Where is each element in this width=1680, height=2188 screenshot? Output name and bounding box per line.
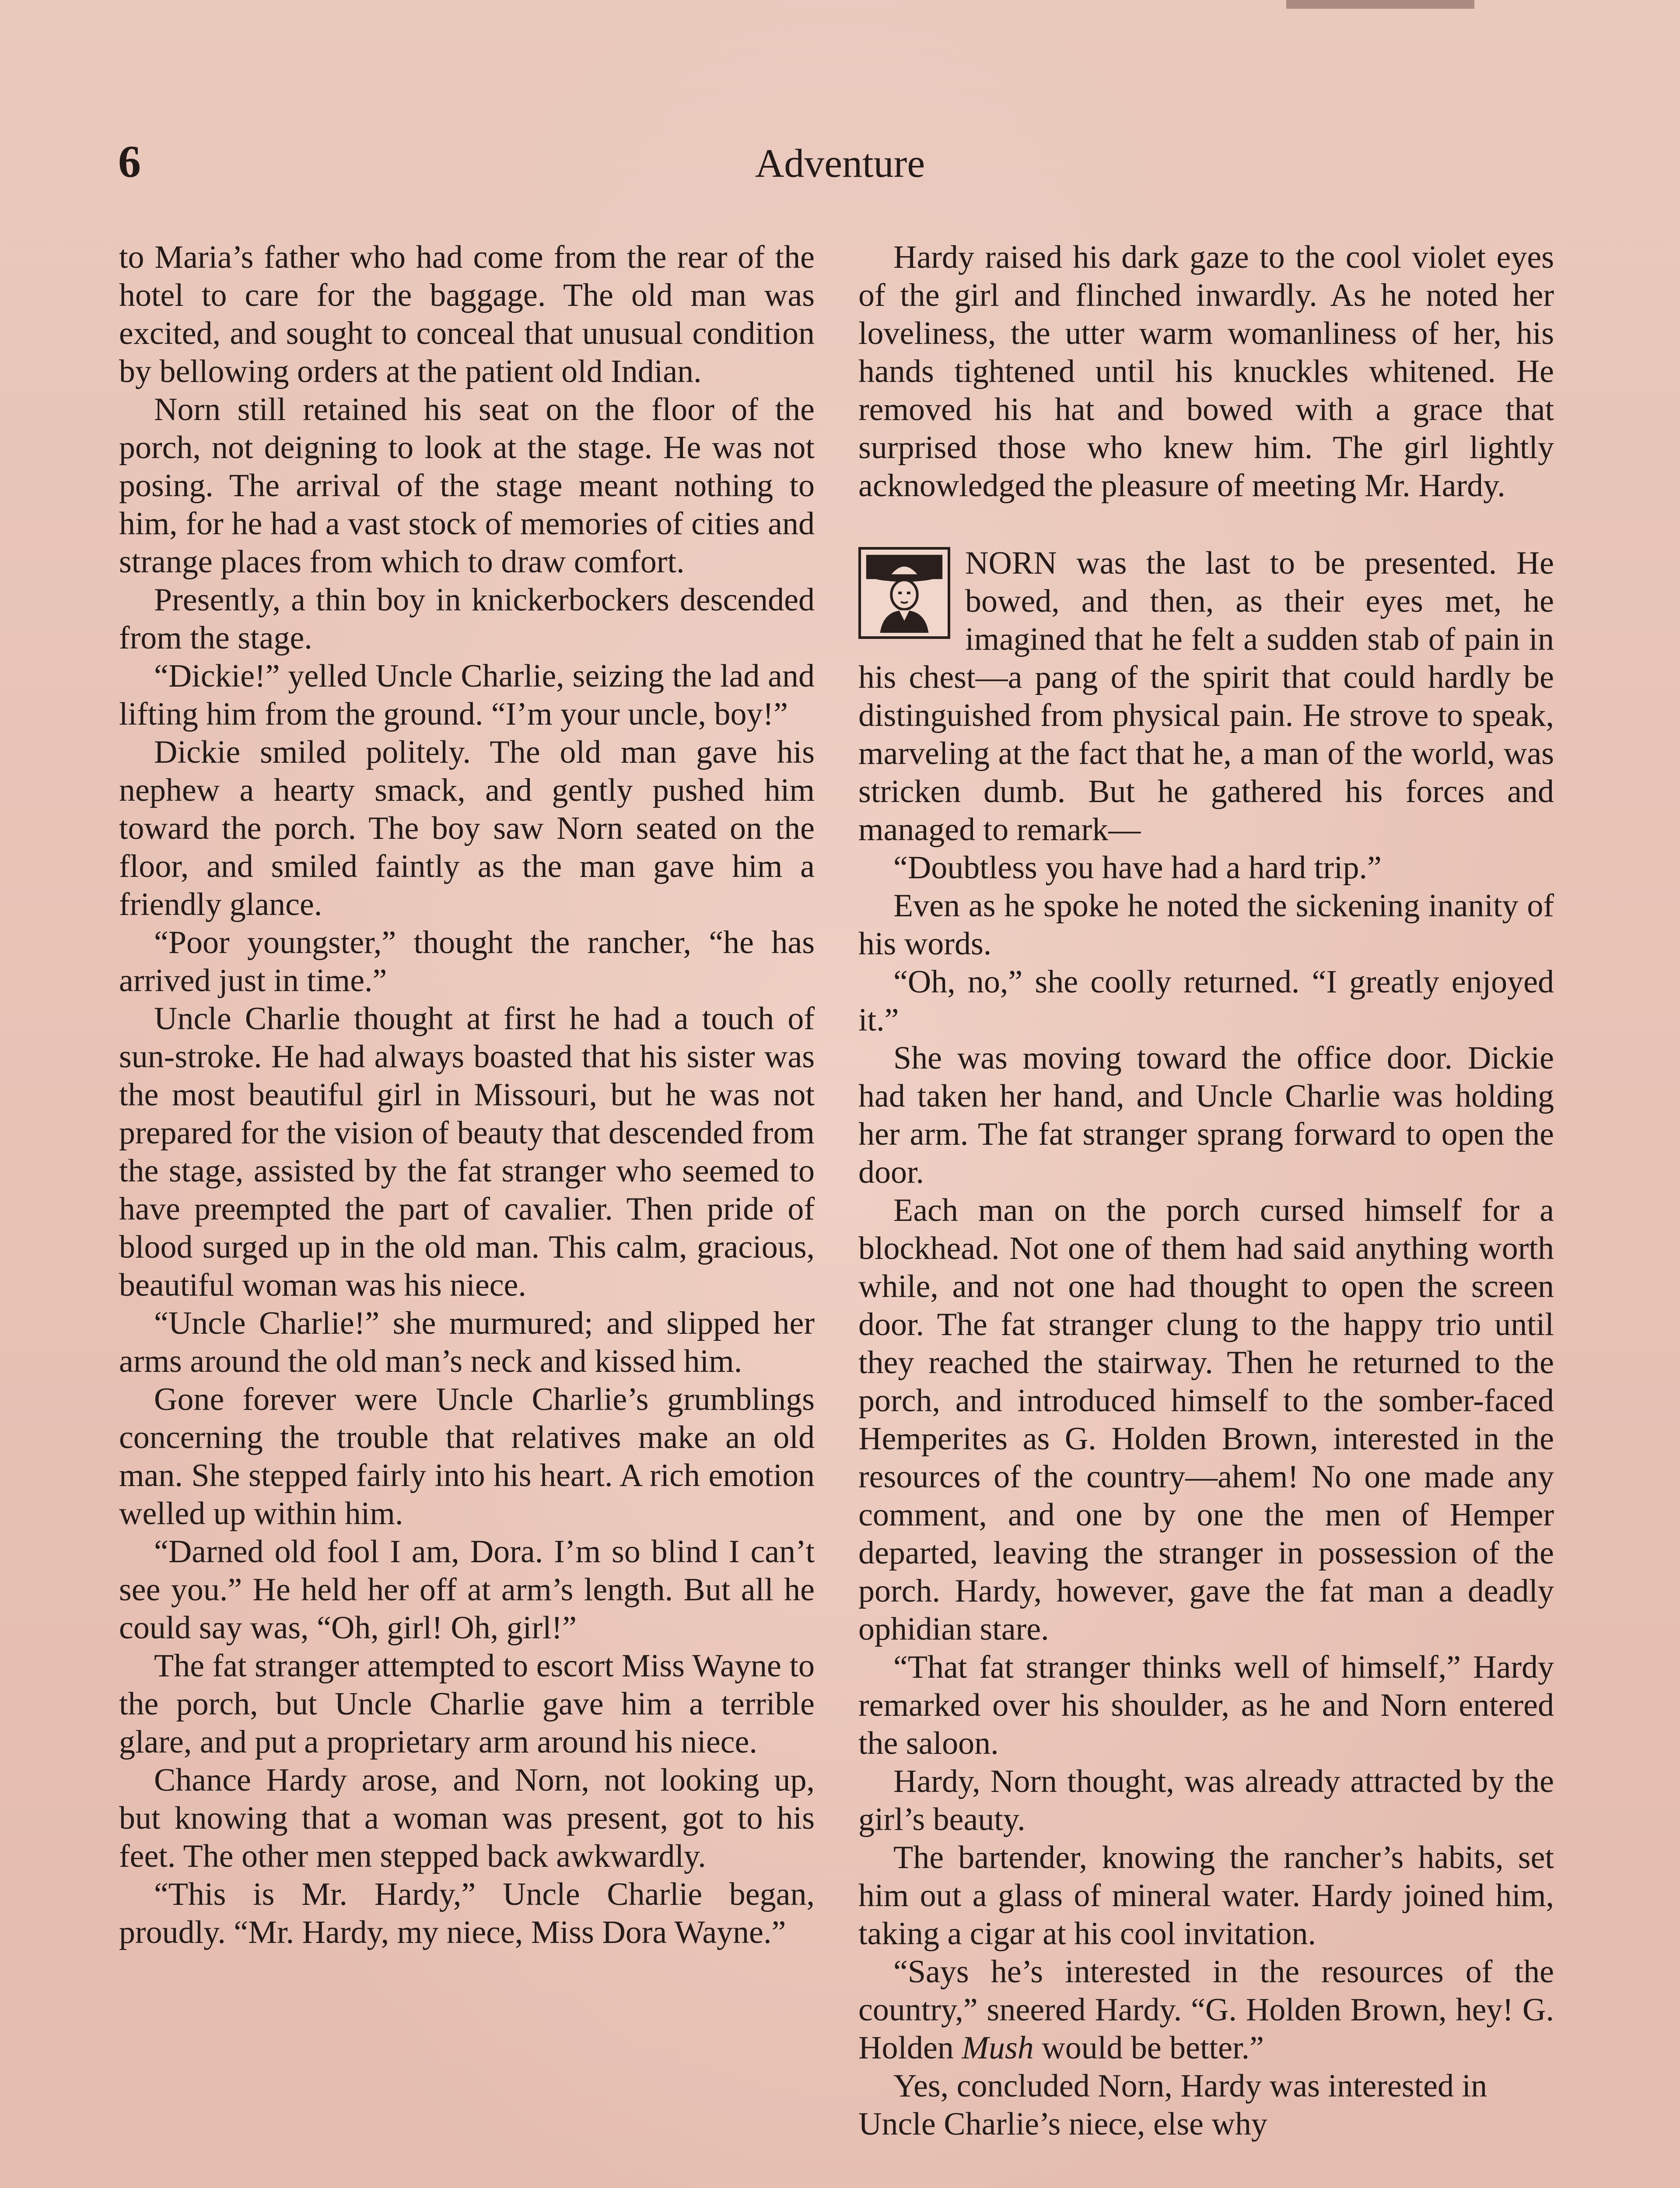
paragraph: Hardy raised his dark gaze to the cool violet eyes of the girl and flinched inwardly. As he noted her loveliness, the utter warm womanliness of her, his hands tightened until his knuckles whitened. He removed his hat and bowed with a grace that surprised those who knew him. The girl lightly acknowledged the pleasure of meeting Mr. Hardy. [858,239,1554,504]
paragraph: “Doubtless you have had a hard trip.” [893,850,1382,886]
paragraph: “Oh, no,” she coolly returned. “I greatly enjoyed it.” [858,964,1554,1038]
mush-paragraph [858,1953,1554,2067]
paragraph: “Uncle Charlie!” she murmured; and slipped her arms around the old man’s neck and kissed him. [119,1305,815,1379]
paragraph: Presently, a thin boy in knickerbockers descended from the stage. [119,582,815,656]
paragraph: Each man on the porch cursed himself for a blockhead. Not one of them had said anything worth while, and not one had thought to open the screen door. The fat stranger clung to the happy trio until they reached the stairway. Then he returned to the porch, and introduced himself to the somber-faced Hemperites as G. Holden Brown, interested in the resources of the country—ahem! No one made any comment, and one by one the men of Hemper departed, leaving the stranger in possession of the porch. Hardy, however, gave the fat man a deadly ophidian stare. [858,1192,1554,1647]
paragraph: Hardy, Norn thought, was already attracted by the girl’s beauty. [858,1764,1554,1837]
paragraph: The fat stranger attempted to escort Miss Wayne to the porch, but Uncle Charlie gave him a terrible glare, and put a proprietary arm around his niece. [119,1648,815,1760]
left-text-column [119,238,815,1952]
mush-before: “Says he’s interested in the resources of the country,” sneered Hardy. “G. Holden Brown, hey! G. Holden [858,1954,1554,2066]
cowboy-portrait-icon [858,547,950,639]
paragraph: The bartender, knowing the rancher’s habits, set him out a glass of mineral water. Hardy joined him, taking a cigar at his cool invitation. [858,1840,1554,1952]
paragraph: Uncle Charlie thought at first he had a touch of sun-stroke. He had always boasted that his sister was the most beautiful girl in Missouri, but he was not prepared for the vision of beauty that descended from the stage, assisted by the fat stranger who seemed to have preempted the part of cavalier. Then pride of blood surged up in the old man. This calm, gracious, beautiful woman was his niece. [119,1001,815,1303]
dropcap-paragraph [858,544,1554,849]
mush-after: would be better.” [1033,2030,1264,2066]
paragraph: Norn still retained his seat on the floor of the porch, not deigning to look at the stage. He was not posing. The arrival of the stage meant nothing to him, for he had a vast stock of memories of cities and strange places from which to draw comfort. [119,392,815,580]
running-title: Adventure [755,141,925,186]
right-paragraphs [858,849,1554,1953]
paragraph: “Dickie!” yelled Uncle Charlie, seizing the lad and lifting him from the ground. “I’m your uncle, boy!” [119,658,815,732]
paragraph: Yes, concluded Norn, Hardy was interested in Uncle Charlie’s niece, else why [858,2068,1488,2142]
paragraph: Gone forever were Uncle Charlie’s grumblings concerning the trouble that relatives make an old man. She stepped fairly into his heart. A rich emotion welled up within him. [119,1382,815,1532]
paragraph: Dickie smiled politely. The old man gave his nephew a hearty smack, and gently pushed him toward the porch. The boy saw Norn seated on the floor, and smiled faintly as the man gave him a friendly glance. [119,734,815,922]
dropcap-paragraph-text: NORN was the last to be presented. He bowed, and then, as their eyes met, he imagined that he felt a sudden stab of pain in his chest—a pang of the spirit that could hardly be distinguished from physical pain. He strove to speak, marveling at the fact that he, a man of the world, was stricken dumb. But he gathered his forces and managed to remark— [858,545,1554,848]
mush-italic: Mush [962,2030,1034,2066]
paragraph: Even as he spoke he noted the sickening inanity of his words. [858,888,1554,962]
paragraph: Chance Hardy arose, and Norn, not looking up, but knowing that a woman was present, got to his feet. The other men stepped back awkwardly. [119,1762,815,1874]
paragraph: “Darned old fool I am, Dora. I’m so blind I can’t see you.” He held her off at arm’s length. But all he could say was, “Oh, girl! Oh, girl!” [119,1534,815,1646]
page-edge-scuff [1286,0,1474,9]
paragraph: “That fat stranger thinks well of himself,” Hardy remarked over his shoulder, as he and Norn entered the saloon. [858,1649,1554,1761]
paragraph: to Maria’s father who had come from the rear of the hotel to care for the baggage. The old man was excited, and sought to conceal that unusual condition by bellowing orders at the patient old Indian. [119,239,815,389]
paragraph: “This is Mr. Hardy,” Uncle Charlie began, proudly. “Mr. Hardy, my niece, Miss Dora Wayne.” [119,1876,815,1950]
paragraph: “Poor youngster,” thought the rancher, “he has arrived just in time.” [119,925,815,999]
page-number: 6 [118,137,141,187]
page-header [118,131,1562,197]
paragraph: She was moving toward the office door. Dickie had taken her hand, and Uncle Charlie was holding her arm. The fat stranger sprang forward to open the door. [858,1040,1554,1190]
right-text-column [858,238,1554,2143]
